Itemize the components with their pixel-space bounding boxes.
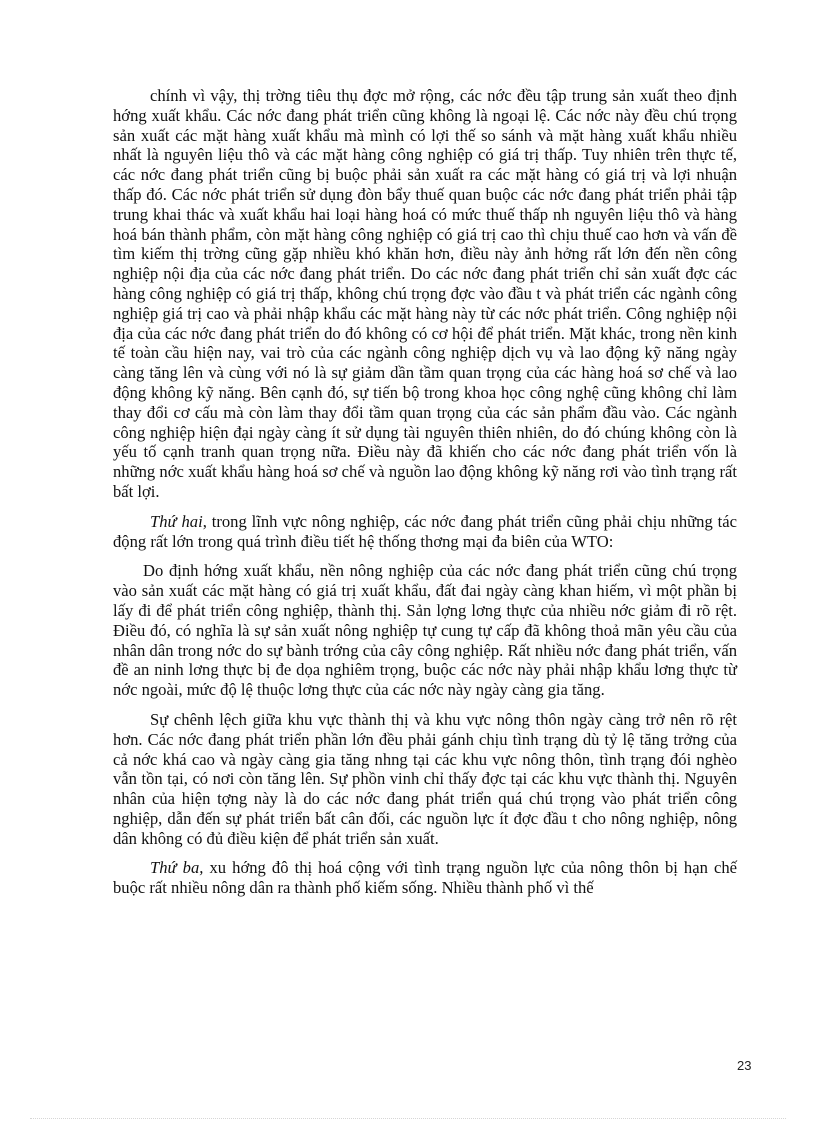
paragraph-1-text: chính vì vậy, thị trờng tiêu thụ đợc mở rộng, các nớc đều tập trung sản xuất theo định hớng xuất khẩu. Các nớc đang phát triển cũng không là ngoại lệ. Các nớc này đều chú trọng sản xuất các mặt hàng xuất khẩu mà mình có lợi thế so sánh và mặt hàng xuất khẩu nhiều nhất là nguyên liệu thô và các mặt hàng công nghiệp có giá trị thấp. Tuy nhiên trên thực tế, các nớc đang phát triển cũng bị buộc phải sản xuất ra các mặt hàng có giá trị và lợi nhuận thấp đó. Các nớc phát triển sử dụng đòn bẩy thuế quan buộc các nớc đang phát triển phải tập trung khai thác và xuất khẩu hai loại hàng hoá có mức thuế thấp nh nguyên liệu thô và hàng hoá bán thành phẩm, còn mặt hàng công nghiệp có giá trị cao thì chịu thuế cao hơn và vấn đề tìm kiếm thị trờng cũng gặp nhiều khó khăn hơn, điều này ảnh hởng rất lớn đến nền công nghiệp nội địa của các nớc đang phát triển. Do các nớc đang phát triển chỉ sản xuất đợc các hàng công nghiệp có giá trị thấp, không chú trọng đợc vào đầu t và phát triển các ngành công nghiệp giá trị cao và phải nhập khẩu các mặt hàng này từ các nớc phát triển. Công nghiệp nội địa của các nớc đang phát triển do đó không có cơ hội để phát triển. Mặt khác, trong nền kinh tế toàn cầu hiện nay, vai trò của các ngành công nghiệp dịch vụ và lao động kỹ năng ngày càng tăng lên và cùng với nó là sự giảm dần tầm quan trọng của các hàng hoá sơ chế và lao động không kỹ năng. Bên cạnh đó, sự tiến bộ trong khoa học công nghệ cũng không chỉ làm thay đổi cơ cấu mà còn làm thay đổi tầm quan trọng của các sản phẩm đầu vào. Các ngành công nghiệp hiện đại ngày càng ít sử dụng tài nguyên thiên nhiên, do đó chúng không còn là yếu tố cạnh tranh quan trọng nữa. Điều này đã khiến cho các nớc đang phát triển vốn là những nớc xuất khẩu hàng hoá sơ chế và nguồn lao động không kỹ năng rơi vào tình trạng rất bất lợi.: [113, 86, 737, 501]
paragraph-3-text: Do định hớng xuất khẩu, nền nông nghiệp của các nớc đang phát triển cũng chú trọng vào sản xuất các mặt hàng có giá trị xuất khẩu, đất đai ngày càng khan hiếm, vì một phần bị lấy đi để phát triển công nghiệp, thành thị. Sản lợng lơng thực của nhiều nớc giảm đi rõ rệt. Điều đó, có nghĩa là sự sản xuất nông nghiệp tự cung tự cấp đã không thoả mãn yêu cầu của nhân dân trong nớc do sự bành trớng của cây công nghiệp. Rất nhiều nớc đang phát triển, vấn đề an ninh lơng thực bị đe dọa nghiêm trọng, buộc các nớc này phải nhập khẩu lơng thực từ nớc ngoài, mức độ lệ thuộc lơng thực của các nớc này ngày càng gia tăng.: [113, 561, 737, 700]
paragraph-5-lead: Thứ ba,: [150, 858, 204, 878]
page-number: 23: [737, 1058, 752, 1073]
paragraph-2-text: , trong lĩnh vực nông nghiệp, các nớc đang phát triển cũng phải chịu những tác động rất lớn trong quá trình điều tiết hệ thống thơng mại đa biên của WTO:: [113, 511, 737, 551]
paragraph-5: [113, 858, 737, 898]
paragraph-3: [113, 561, 737, 700]
paragraph-4-text: Sự chênh lệch giữa khu vực thành thị và khu vực nông thôn ngày càng trở nên rõ rệt hơn. Các nớc đang phát triển phần lớn đều phải gánh chịu tình trạng dù tỷ lệ tăng trởng của cả nớc khá cao và ngày càng gia tăng nhng tại các khu vực nông thôn, tình trạng đói nghèo vẫn tồn tại, có nơi còn tăng lên. Sự phồn vinh chỉ thấy đợc tại các khu vực thành thị. Nguyên nhân của hiện tợng này là do các nớc đang phát triển quá chú trọng vào phát triển công nghiệp, dẫn đến sự phát triển bất cân đối, các nguồn lực ít đợc đầu t cho nông nghiệp, nông dân không có đủ điều kiện để phát triển sản xuất.: [113, 709, 737, 848]
document-body: [113, 86, 737, 908]
bottom-divider: [30, 1118, 786, 1119]
paragraph-4: [113, 710, 737, 849]
paragraph-5-text: xu hớng đô thị hoá cộng với tình trạng nguồn lực của nông thôn bị hạn chế buộc rất nhiều nông dân ra thành phố kiếm sống. Nhiều thành phố vì thế: [113, 858, 738, 898]
paragraph-1: [113, 86, 737, 502]
paragraph-2: [113, 512, 737, 552]
paragraph-2-lead: Thứ hai: [150, 511, 203, 531]
